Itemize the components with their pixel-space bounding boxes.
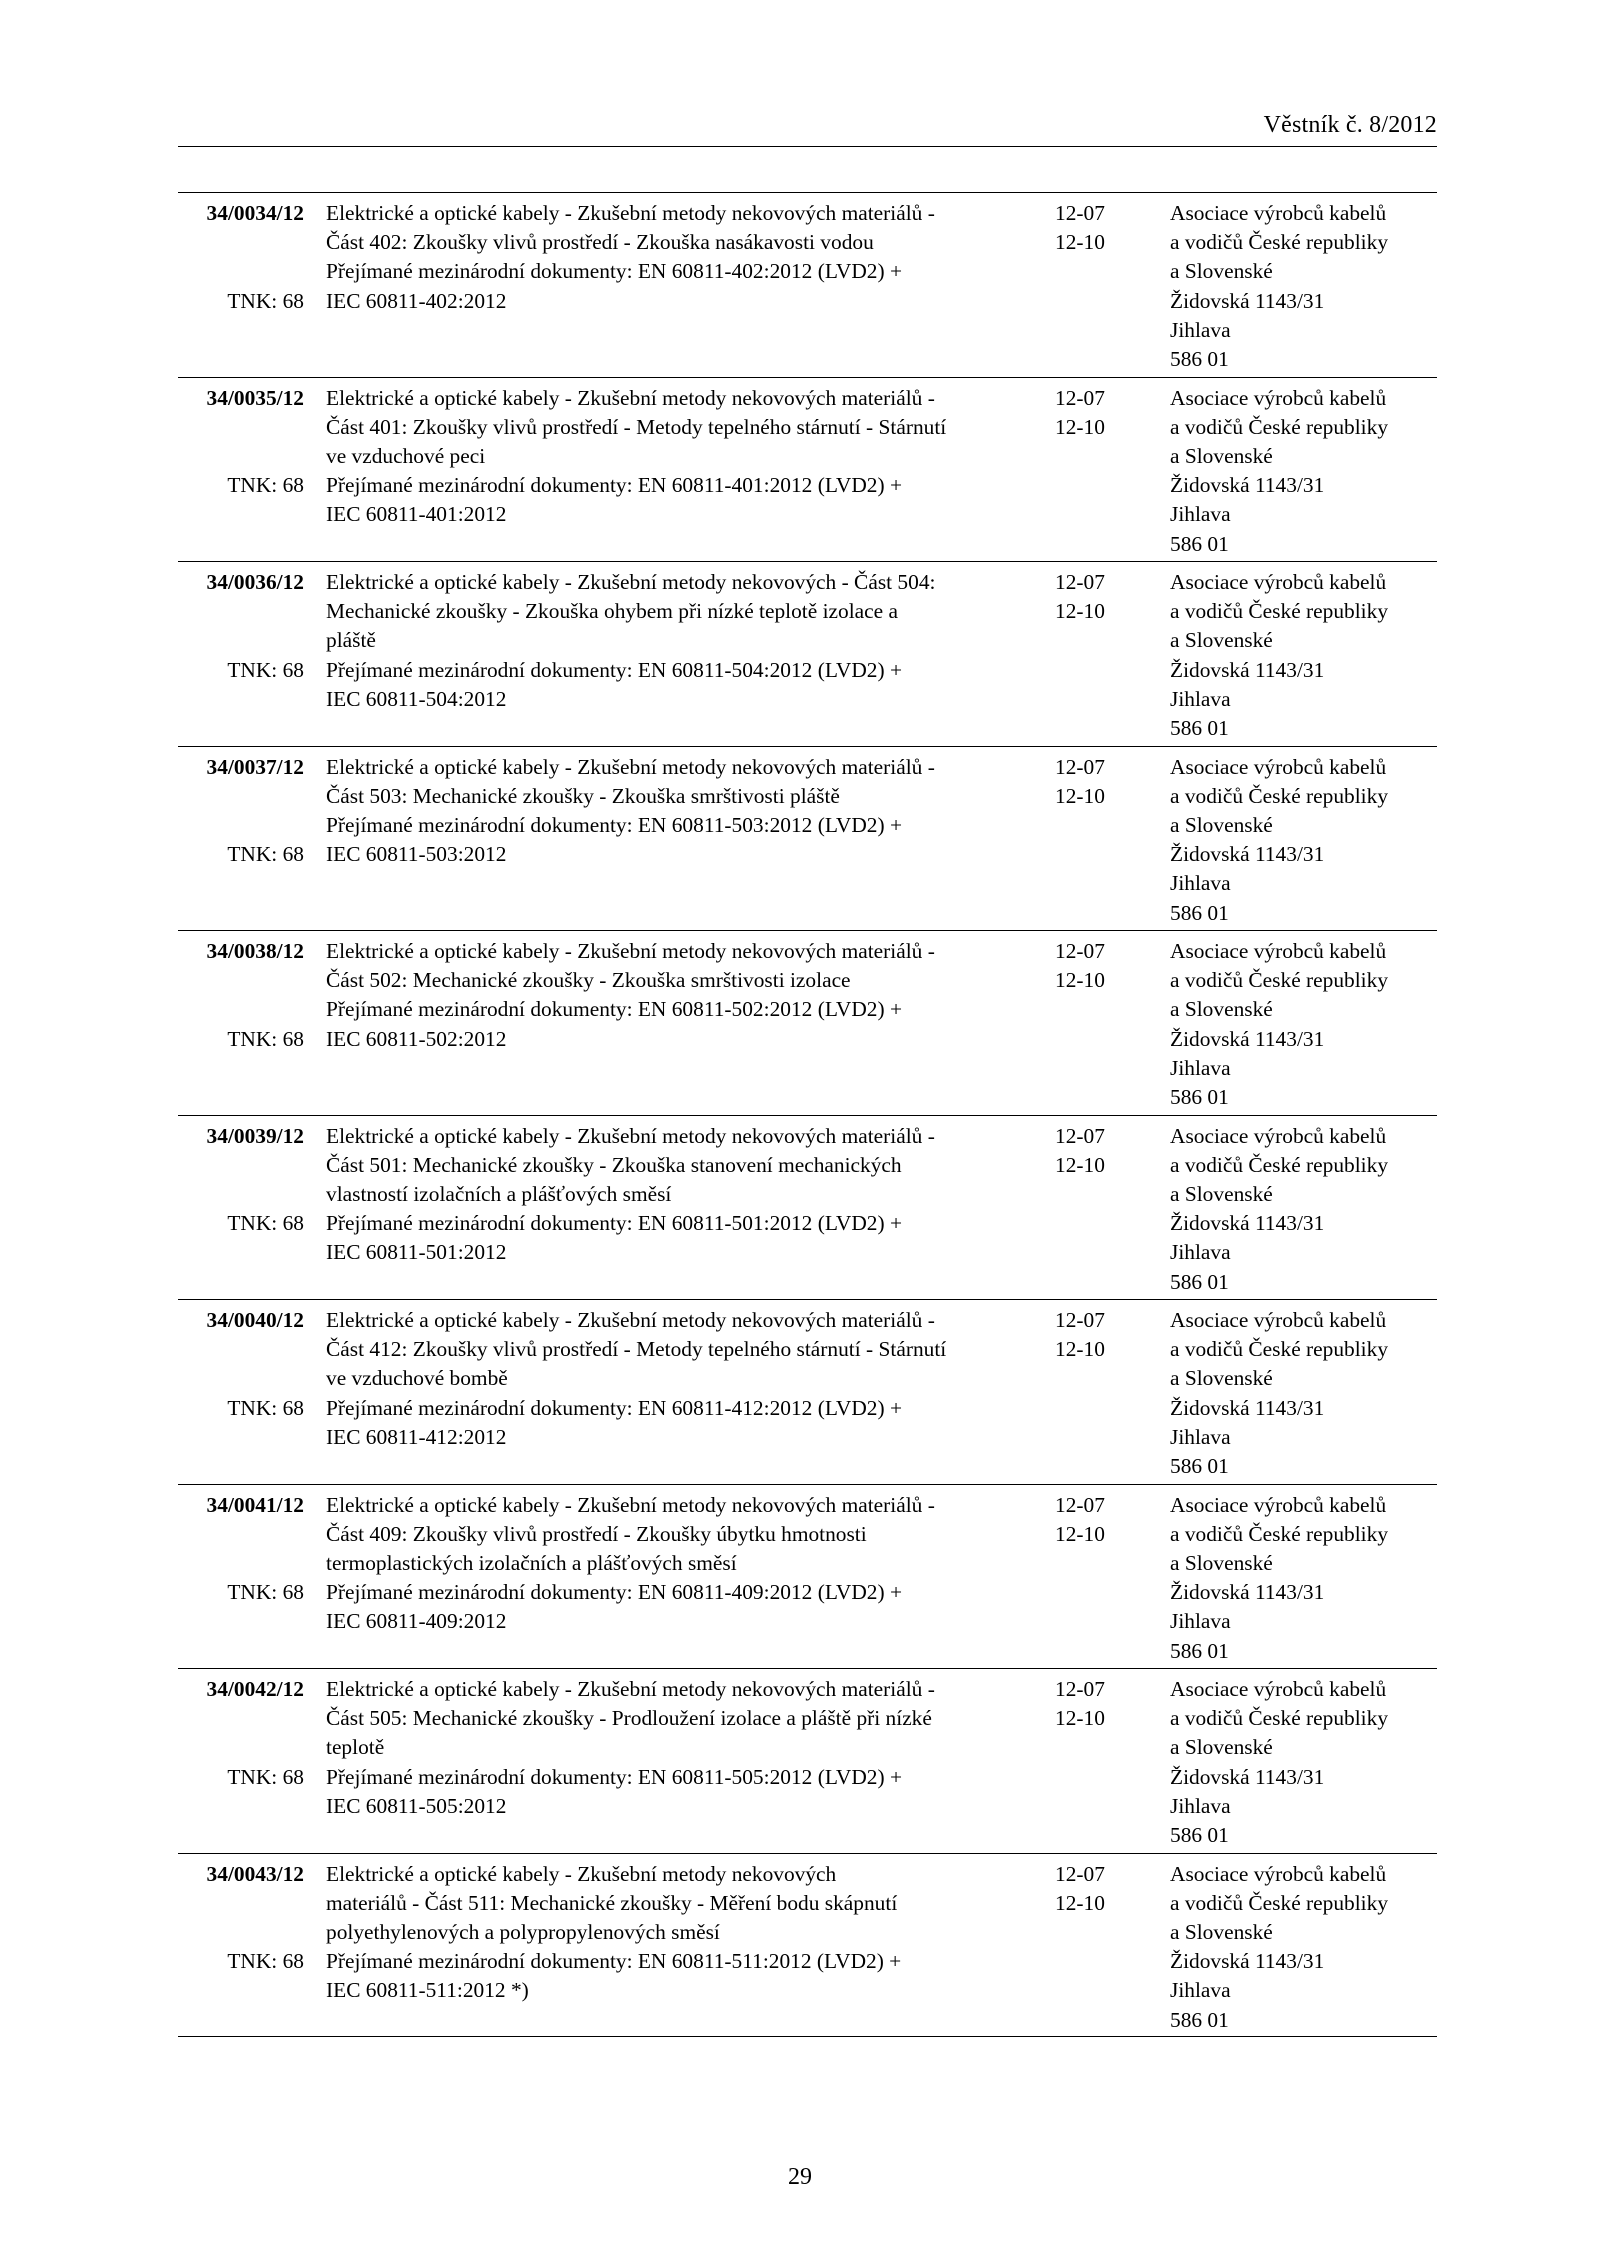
standard-entry: [178, 561, 1437, 746]
entry-description-line: IEC 60811-503:2012: [326, 842, 507, 867]
entry-dates: [1055, 199, 1145, 257]
entry-date: 12-07: [1055, 1492, 1105, 1517]
entry-description-line: IEC 60811-412:2012: [326, 1424, 507, 1449]
entry-description-line: Část 401: Zkoušky vlivů prostředí - Metody tepelného stárnutí - Stárnutí: [326, 414, 947, 439]
address-line: Židovská 1143/31: [1170, 1949, 1325, 1974]
entry-date: 12-07: [1055, 570, 1105, 594]
entry-dates: [1055, 568, 1145, 626]
entry-description-line: Část 402: Zkoušky vlivů prostředí - Zkouška nasákavosti vodou: [326, 230, 874, 255]
address-line: Asociace výrobců kabelů: [1170, 385, 1387, 410]
entry-description-line: pláště: [326, 628, 376, 653]
entry-tnk: TNK: 68: [227, 842, 304, 867]
entry-description-line: Elektrické a optické kabely - Zkušební metody nekovových materiálů -: [326, 1677, 935, 1701]
entry-id-cell: [178, 199, 304, 313]
entry-number: 34/0039/12: [206, 1123, 304, 1148]
address-line: a vodičů České republiky: [1170, 599, 1389, 624]
entry-description-line: Přejímané mezinárodní dokumenty: EN 60811-503:2012 (LVD2) +: [326, 812, 903, 837]
address-line: Židovská 1143/31: [1170, 1211, 1325, 1236]
standard-entry: [178, 377, 1437, 562]
entry-tnk: TNK: 68: [227, 657, 304, 682]
entry-date: 12-10: [1055, 1706, 1105, 1731]
standard-entry: [178, 192, 1437, 377]
address-line: a vodičů České republiky: [1170, 1152, 1389, 1177]
entry-description-line: Elektrické a optické kabely - Zkušební metody nekovových: [326, 1861, 837, 1886]
entry-number: 34/0037/12: [206, 754, 304, 779]
entry-dates: [1055, 1122, 1145, 1180]
entry-description-line: Část 505: Mechanické zkoušky - Prodloužení izolace a pláště při nízké: [326, 1706, 932, 1731]
entry-description-line: Přejímané mezinárodní dokumenty: EN 60811-504:2012 (LVD2) +: [326, 657, 903, 682]
entry-date: 12-10: [1055, 1152, 1105, 1177]
entry-description-line: IEC 60811-504:2012: [326, 686, 507, 711]
entry-tnk: TNK: 68: [227, 288, 304, 313]
entry-number: 34/0041/12: [206, 1492, 304, 1517]
address-line: 586 01: [1170, 1269, 1229, 1294]
page-header-title: Věstník č. 8/2012: [1263, 112, 1437, 138]
address-line: Jihlava: [1170, 502, 1231, 527]
address-line: Židovská 1143/31: [1170, 1764, 1325, 1789]
entry-date: 12-10: [1055, 1337, 1105, 1362]
entry-description-line: materiálů - Část 511: Mechanické zkoušky - Měření bodu skápnutí: [326, 1890, 898, 1915]
entry-description-line: Část 412: Zkoušky vlivů prostředí - Metody tepelného stárnutí - Stárnutí: [326, 1337, 947, 1362]
address-line: Jihlava: [1170, 686, 1231, 711]
address-line: a vodičů České republiky: [1170, 783, 1389, 808]
entry-description-line: Elektrické a optické kabely - Zkušební metody nekovových - Část 504:: [326, 570, 936, 594]
entry-id-cell: [178, 1860, 304, 1974]
address-line: a vodičů České republiky: [1170, 1337, 1389, 1362]
entry-description-line: Přejímané mezinárodní dokumenty: EN 60811-501:2012 (LVD2) +: [326, 1211, 903, 1236]
entry-description-line: Přejímané mezinárodní dokumenty: EN 60811-409:2012 (LVD2) +: [326, 1580, 903, 1605]
entry-id-cell: [178, 1122, 304, 1236]
entry-description-line: IEC 60811-409:2012: [326, 1609, 507, 1634]
address-line: Židovská 1143/31: [1170, 842, 1325, 867]
entry-description-line: IEC 60811-401:2012: [326, 502, 507, 527]
entry-dates: [1055, 384, 1145, 442]
entry-description-line: Přejímané mezinárodní dokumenty: EN 60811-502:2012 (LVD2) +: [326, 997, 903, 1022]
entry-id-cell: [178, 753, 304, 867]
entry-date: 12-07: [1055, 1861, 1105, 1886]
entry-date: 12-10: [1055, 783, 1105, 808]
address-line: 586 01: [1170, 531, 1229, 556]
address-line: Jihlava: [1170, 317, 1231, 342]
entry-description-line: termoplastických izolačních a plášťových směsí: [326, 1550, 737, 1575]
address-line: Jihlava: [1170, 1424, 1231, 1449]
entry-date: 12-10: [1055, 230, 1105, 255]
address-line: Asociace výrobců kabelů: [1170, 1492, 1387, 1517]
entry-dates: [1055, 937, 1145, 995]
address-line: Jihlava: [1170, 871, 1231, 896]
entry-number: 34/0042/12: [206, 1677, 304, 1701]
address-line: a Slovenské: [1170, 259, 1273, 284]
entry-description-line: Přejímané mezinárodní dokumenty: EN 60811-505:2012 (LVD2) +: [326, 1764, 903, 1789]
address-line: Židovská 1143/31: [1170, 1026, 1325, 1051]
entry-date: 12-10: [1055, 968, 1105, 993]
standard-entry: [178, 1115, 1437, 1300]
address-line: 586 01: [1170, 1454, 1229, 1479]
standard-entry: [178, 1484, 1437, 1669]
entry-description-line: Část 409: Zkoušky vlivů prostředí - Zkoušky úbytku hmotnosti: [326, 1521, 867, 1546]
entry-date: 12-10: [1055, 414, 1105, 439]
address-line: Jihlava: [1170, 1978, 1231, 2003]
address-line: Asociace výrobců kabelů: [1170, 570, 1387, 594]
entry-description-line: IEC 60811-501:2012: [326, 1240, 507, 1265]
entry-date: 12-07: [1055, 385, 1105, 410]
entry-dates: [1055, 1675, 1145, 1733]
entry-date: 12-07: [1055, 939, 1105, 963]
address-line: Asociace výrobců kabelů: [1170, 1677, 1387, 1701]
entry-description-line: Elektrické a optické kabely - Zkušební metody nekovových materiálů -: [326, 939, 935, 963]
standards-list: [178, 192, 1437, 2037]
entry-id-cell: [178, 384, 304, 498]
entry-processor-address: [1170, 1860, 1440, 2035]
entry-description-line: Elektrické a optické kabely - Zkušební metody nekovových materiálů -: [326, 385, 935, 410]
entry-dates: [1055, 753, 1145, 811]
entry-processor-address: [1170, 1675, 1440, 1850]
address-line: Jihlava: [1170, 1609, 1231, 1634]
address-line: Asociace výrobců kabelů: [1170, 1861, 1387, 1886]
address-line: 586 01: [1170, 1823, 1229, 1848]
page-number: 29: [788, 2164, 812, 2190]
address-line: Asociace výrobců kabelů: [1170, 939, 1387, 963]
entry-processor-address: [1170, 937, 1440, 1112]
address-line: 586 01: [1170, 1085, 1229, 1110]
address-line: Jihlava: [1170, 1793, 1231, 1818]
standard-entry: [178, 1853, 1437, 2038]
entry-description-line: teplotě: [326, 1735, 385, 1760]
entry-date: 12-07: [1055, 1308, 1105, 1332]
address-line: 586 01: [1170, 1638, 1229, 1663]
address-line: Jihlava: [1170, 1240, 1231, 1265]
entry-tnk: TNK: 68: [227, 1211, 304, 1236]
entry-description-line: Elektrické a optické kabely - Zkušební metody nekovových materiálů -: [326, 201, 935, 225]
entry-description-line: ve vzduchové peci: [326, 443, 486, 468]
address-line: a Slovenské: [1170, 1735, 1273, 1760]
entry-description-line: Mechanické zkoušky - Zkouška ohybem při nízké teplotě izolace a: [326, 599, 898, 624]
address-line: a Slovenské: [1170, 812, 1273, 837]
entry-id-cell: [178, 937, 304, 1051]
entry-description-line: ve vzduchové bombě: [326, 1366, 508, 1391]
entry-id-cell: [178, 1306, 304, 1420]
header-divider: [178, 146, 1437, 147]
entry-number: 34/0043/12: [206, 1861, 304, 1886]
entry-description-line: Elektrické a optické kabely - Zkušební metody nekovových materiálů -: [326, 754, 935, 779]
entry-processor-address: [1170, 568, 1440, 743]
standard-entry: [178, 1668, 1437, 1853]
entry-tnk: TNK: 68: [227, 1026, 304, 1051]
address-line: Asociace výrobců kabelů: [1170, 201, 1387, 225]
entry-processor-address: [1170, 1306, 1440, 1481]
entry-description-line: polyethylenových a polypropylenových směsí: [326, 1919, 720, 1944]
standard-entry: [178, 930, 1437, 1115]
entry-date: 12-07: [1055, 1677, 1105, 1701]
entry-description-line: Část 503: Mechanické zkoušky - Zkouška smrštivosti pláště: [326, 783, 840, 808]
address-line: Židovská 1143/31: [1170, 288, 1325, 313]
entry-processor-address: [1170, 384, 1440, 559]
address-line: a Slovenské: [1170, 1550, 1273, 1575]
entry-number: 34/0035/12: [206, 385, 304, 410]
address-line: 586 01: [1170, 716, 1229, 741]
address-line: a Slovenské: [1170, 1919, 1273, 1944]
entry-tnk: TNK: 68: [227, 1949, 304, 1974]
entry-description-line: Elektrické a optické kabely - Zkušební metody nekovových materiálů -: [326, 1123, 935, 1148]
address-line: a Slovenské: [1170, 443, 1273, 468]
entry-dates: [1055, 1860, 1145, 1918]
entry-description-line: Přejímané mezinárodní dokumenty: EN 60811-401:2012 (LVD2) +: [326, 473, 903, 498]
entry-description-line: IEC 60811-502:2012: [326, 1026, 507, 1051]
entry-number: 34/0034/12: [206, 201, 304, 225]
address-line: 586 01: [1170, 2007, 1229, 2032]
entry-date: 12-07: [1055, 201, 1105, 225]
entry-id-cell: [178, 568, 304, 682]
address-line: a Slovenské: [1170, 997, 1273, 1022]
address-line: 586 01: [1170, 347, 1229, 372]
address-line: Asociace výrobců kabelů: [1170, 1308, 1387, 1332]
entry-tnk: TNK: 68: [227, 1395, 304, 1420]
entry-date: 12-07: [1055, 754, 1105, 779]
entry-description-line: IEC 60811-505:2012: [326, 1793, 507, 1818]
entry-processor-address: [1170, 199, 1440, 374]
address-line: a vodičů České republiky: [1170, 1521, 1389, 1546]
entry-description-line: Elektrické a optické kabely - Zkušební metody nekovových materiálů -: [326, 1308, 935, 1332]
address-line: a vodičů České republiky: [1170, 1890, 1389, 1915]
entry-description-line: Část 502: Mechanické zkoušky - Zkouška smrštivosti izolace: [326, 968, 851, 993]
entry-dates: [1055, 1306, 1145, 1364]
address-line: 586 01: [1170, 900, 1229, 925]
entry-number: 34/0036/12: [206, 570, 304, 594]
entry-description-line: Část 501: Mechanické zkoušky - Zkouška stanovení mechanických: [326, 1152, 902, 1177]
address-line: a vodičů České republiky: [1170, 414, 1389, 439]
entry-description-line: Přejímané mezinárodní dokumenty: EN 60811-402:2012 (LVD2) +: [326, 259, 903, 284]
address-line: a vodičů České republiky: [1170, 1706, 1389, 1731]
address-line: Židovská 1143/31: [1170, 1395, 1325, 1420]
address-line: Židovská 1143/31: [1170, 1580, 1325, 1605]
address-line: a vodičů České republiky: [1170, 968, 1389, 993]
entry-tnk: TNK: 68: [227, 1764, 304, 1789]
address-line: Asociace výrobců kabelů: [1170, 754, 1387, 779]
address-line: a Slovenské: [1170, 1181, 1273, 1206]
standard-entry: [178, 746, 1437, 931]
entry-date: 12-10: [1055, 1521, 1105, 1546]
entry-date: 12-10: [1055, 1890, 1105, 1915]
entry-description-line: IEC 60811-402:2012: [326, 288, 507, 313]
entry-tnk: TNK: 68: [227, 473, 304, 498]
entry-description-line: vlastností izolačních a plášťových směsí: [326, 1181, 672, 1206]
entry-dates: [1055, 1491, 1145, 1549]
entry-description-line: Přejímané mezinárodní dokumenty: EN 60811-412:2012 (LVD2) +: [326, 1395, 903, 1420]
entry-description-line: Elektrické a optické kabely - Zkušební metody nekovových materiálů -: [326, 1492, 935, 1517]
entry-date: 12-07: [1055, 1123, 1105, 1148]
address-line: Židovská 1143/31: [1170, 473, 1325, 498]
entry-number: 34/0038/12: [206, 939, 304, 963]
entry-number: 34/0040/12: [206, 1308, 304, 1332]
address-line: a Slovenské: [1170, 628, 1273, 653]
entry-processor-address: [1170, 753, 1440, 928]
entry-processor-address: [1170, 1122, 1440, 1297]
entry-description-line: Přejímané mezinárodní dokumenty: EN 60811-511:2012 (LVD2) +: [326, 1949, 902, 1974]
entry-id-cell: [178, 1491, 304, 1605]
entry-description-line: IEC 60811-511:2012 *): [326, 1978, 529, 2003]
entry-date: 12-10: [1055, 599, 1105, 624]
address-line: Asociace výrobců kabelů: [1170, 1123, 1387, 1148]
entry-processor-address: [1170, 1491, 1440, 1666]
address-line: a vodičů České republiky: [1170, 230, 1389, 255]
address-line: a Slovenské: [1170, 1366, 1273, 1391]
standard-entry: [178, 1299, 1437, 1484]
address-line: Jihlava: [1170, 1055, 1231, 1080]
entry-tnk: TNK: 68: [227, 1580, 304, 1605]
address-line: Židovská 1143/31: [1170, 657, 1325, 682]
entry-id-cell: [178, 1675, 304, 1789]
